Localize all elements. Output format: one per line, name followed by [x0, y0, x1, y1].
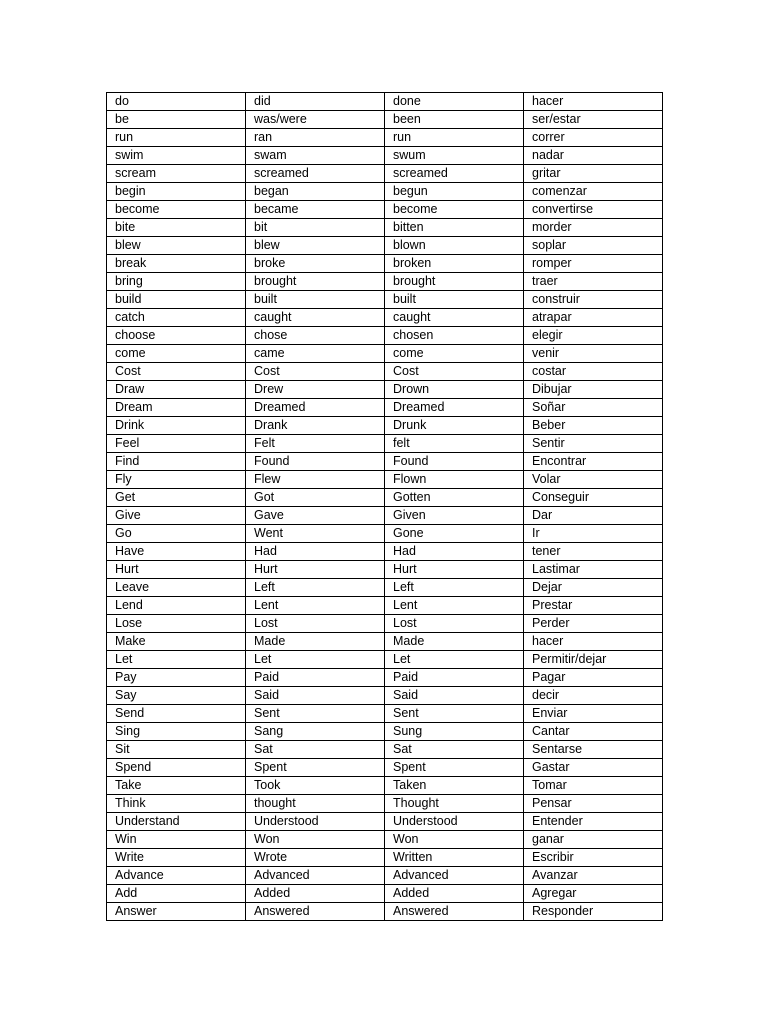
past-participle-cell: built: [385, 291, 524, 309]
spanish-translation-cell: Sentarse: [524, 741, 663, 759]
table-row: [107, 471, 663, 489]
past-simple-cell: Answered: [246, 903, 385, 921]
spanish-translation-cell: gritar: [524, 165, 663, 183]
table-row: [107, 687, 663, 705]
table-row: [107, 777, 663, 795]
spanish-translation-cell: nadar: [524, 147, 663, 165]
past-simple-cell: Won: [246, 831, 385, 849]
spanish-translation-cell: costar: [524, 363, 663, 381]
base-form-cell: Lend: [107, 597, 246, 615]
spanish-translation-cell: tener: [524, 543, 663, 561]
past-simple-cell: Hurt: [246, 561, 385, 579]
table-row: [107, 867, 663, 885]
past-participle-cell: become: [385, 201, 524, 219]
base-form-cell: Fly: [107, 471, 246, 489]
past-simple-cell: Gave: [246, 507, 385, 525]
spanish-translation-cell: Gastar: [524, 759, 663, 777]
table-row: [107, 795, 663, 813]
table-row: [107, 417, 663, 435]
table-row: [107, 255, 663, 273]
base-form-cell: Feel: [107, 435, 246, 453]
past-participle-cell: Drunk: [385, 417, 524, 435]
past-simple-cell: Left: [246, 579, 385, 597]
past-participle-cell: Given: [385, 507, 524, 525]
past-participle-cell: Said: [385, 687, 524, 705]
past-simple-cell: Sang: [246, 723, 385, 741]
base-form-cell: become: [107, 201, 246, 219]
past-simple-cell: ran: [246, 129, 385, 147]
base-form-cell: catch: [107, 309, 246, 327]
spanish-translation-cell: Avanzar: [524, 867, 663, 885]
base-form-cell: Send: [107, 705, 246, 723]
table-row: [107, 129, 663, 147]
past-participle-cell: caught: [385, 309, 524, 327]
spanish-translation-cell: Dar: [524, 507, 663, 525]
base-form-cell: run: [107, 129, 246, 147]
table-row: [107, 705, 663, 723]
past-simple-cell: Understood: [246, 813, 385, 831]
past-participle-cell: bitten: [385, 219, 524, 237]
table-row: [107, 201, 663, 219]
past-simple-cell: Flew: [246, 471, 385, 489]
base-form-cell: Make: [107, 633, 246, 651]
past-simple-cell: screamed: [246, 165, 385, 183]
table-row: [107, 723, 663, 741]
base-form-cell: break: [107, 255, 246, 273]
spanish-translation-cell: hacer: [524, 633, 663, 651]
table-row: [107, 327, 663, 345]
past-participle-cell: Had: [385, 543, 524, 561]
past-participle-cell: Left: [385, 579, 524, 597]
base-form-cell: Get: [107, 489, 246, 507]
spanish-translation-cell: morder: [524, 219, 663, 237]
past-simple-cell: bit: [246, 219, 385, 237]
spanish-translation-cell: Soñar: [524, 399, 663, 417]
base-form-cell: bite: [107, 219, 246, 237]
base-form-cell: Drink: [107, 417, 246, 435]
spanish-translation-cell: Pagar: [524, 669, 663, 687]
base-form-cell: Lose: [107, 615, 246, 633]
spanish-translation-cell: venir: [524, 345, 663, 363]
verb-table-body: [107, 93, 663, 921]
past-participle-cell: felt: [385, 435, 524, 453]
base-form-cell: Pay: [107, 669, 246, 687]
base-form-cell: Let: [107, 651, 246, 669]
base-form-cell: Draw: [107, 381, 246, 399]
past-simple-cell: Got: [246, 489, 385, 507]
past-participle-cell: Found: [385, 453, 524, 471]
spanish-translation-cell: Enviar: [524, 705, 663, 723]
spanish-translation-cell: hacer: [524, 93, 663, 111]
past-simple-cell: Sat: [246, 741, 385, 759]
table-row: [107, 309, 663, 327]
past-simple-cell: Went: [246, 525, 385, 543]
base-form-cell: Win: [107, 831, 246, 849]
past-simple-cell: Lost: [246, 615, 385, 633]
past-participle-cell: Lost: [385, 615, 524, 633]
past-participle-cell: blown: [385, 237, 524, 255]
past-participle-cell: come: [385, 345, 524, 363]
past-participle-cell: Lent: [385, 597, 524, 615]
past-simple-cell: broke: [246, 255, 385, 273]
base-form-cell: Take: [107, 777, 246, 795]
past-simple-cell: swam: [246, 147, 385, 165]
past-participle-cell: Hurt: [385, 561, 524, 579]
table-row: [107, 345, 663, 363]
table-row: [107, 651, 663, 669]
past-participle-cell: Taken: [385, 777, 524, 795]
base-form-cell: Have: [107, 543, 246, 561]
base-form-cell: Go: [107, 525, 246, 543]
past-simple-cell: chose: [246, 327, 385, 345]
table-row: [107, 741, 663, 759]
spanish-translation-cell: Encontrar: [524, 453, 663, 471]
past-participle-cell: done: [385, 93, 524, 111]
spanish-translation-cell: soplar: [524, 237, 663, 255]
past-participle-cell: Sent: [385, 705, 524, 723]
base-form-cell: choose: [107, 327, 246, 345]
spanish-translation-cell: Dibujar: [524, 381, 663, 399]
table-row: [107, 849, 663, 867]
base-form-cell: swim: [107, 147, 246, 165]
base-form-cell: Sit: [107, 741, 246, 759]
table-row: [107, 903, 663, 921]
spanish-translation-cell: romper: [524, 255, 663, 273]
table-row: [107, 489, 663, 507]
spanish-translation-cell: Responder: [524, 903, 663, 921]
spanish-translation-cell: Cantar: [524, 723, 663, 741]
table-row: [107, 507, 663, 525]
past-participle-cell: screamed: [385, 165, 524, 183]
base-form-cell: Write: [107, 849, 246, 867]
table-row: [107, 633, 663, 651]
table-row: [107, 885, 663, 903]
spanish-translation-cell: Lastimar: [524, 561, 663, 579]
past-participle-cell: Added: [385, 885, 524, 903]
base-form-cell: Answer: [107, 903, 246, 921]
past-simple-cell: Added: [246, 885, 385, 903]
base-form-cell: Dream: [107, 399, 246, 417]
table-row: [107, 561, 663, 579]
table-row: [107, 813, 663, 831]
past-participle-cell: Understood: [385, 813, 524, 831]
spanish-translation-cell: decir: [524, 687, 663, 705]
table-row: [107, 453, 663, 471]
base-form-cell: bring: [107, 273, 246, 291]
spanish-translation-cell: Volar: [524, 471, 663, 489]
past-simple-cell: Drew: [246, 381, 385, 399]
past-participle-cell: Answered: [385, 903, 524, 921]
table-row: [107, 219, 663, 237]
base-form-cell: Understand: [107, 813, 246, 831]
table-row: [107, 165, 663, 183]
past-simple-cell: Let: [246, 651, 385, 669]
past-simple-cell: Made: [246, 633, 385, 651]
past-participle-cell: Written: [385, 849, 524, 867]
past-simple-cell: brought: [246, 273, 385, 291]
past-simple-cell: Cost: [246, 363, 385, 381]
table-row: [107, 273, 663, 291]
table-row: [107, 399, 663, 417]
spanish-translation-cell: Beber: [524, 417, 663, 435]
base-form-cell: Cost: [107, 363, 246, 381]
table-row: [107, 381, 663, 399]
past-simple-cell: came: [246, 345, 385, 363]
past-simple-cell: Took: [246, 777, 385, 795]
past-simple-cell: Had: [246, 543, 385, 561]
spanish-translation-cell: Pensar: [524, 795, 663, 813]
base-form-cell: build: [107, 291, 246, 309]
past-simple-cell: blew: [246, 237, 385, 255]
spanish-translation-cell: Prestar: [524, 597, 663, 615]
table-row: [107, 543, 663, 561]
past-simple-cell: began: [246, 183, 385, 201]
spanish-translation-cell: Entender: [524, 813, 663, 831]
base-form-cell: be: [107, 111, 246, 129]
spanish-translation-cell: ganar: [524, 831, 663, 849]
past-participle-cell: been: [385, 111, 524, 129]
base-form-cell: do: [107, 93, 246, 111]
past-participle-cell: Dreamed: [385, 399, 524, 417]
base-form-cell: Think: [107, 795, 246, 813]
past-simple-cell: Paid: [246, 669, 385, 687]
spanish-translation-cell: Agregar: [524, 885, 663, 903]
base-form-cell: Say: [107, 687, 246, 705]
table-row: [107, 183, 663, 201]
table-row: [107, 147, 663, 165]
table-row: [107, 615, 663, 633]
base-form-cell: Spend: [107, 759, 246, 777]
base-form-cell: Advance: [107, 867, 246, 885]
spanish-translation-cell: atrapar: [524, 309, 663, 327]
spanish-translation-cell: Dejar: [524, 579, 663, 597]
past-simple-cell: did: [246, 93, 385, 111]
past-participle-cell: Advanced: [385, 867, 524, 885]
base-form-cell: come: [107, 345, 246, 363]
base-form-cell: scream: [107, 165, 246, 183]
past-simple-cell: Advanced: [246, 867, 385, 885]
spanish-translation-cell: traer: [524, 273, 663, 291]
past-simple-cell: Lent: [246, 597, 385, 615]
past-participle-cell: Thought: [385, 795, 524, 813]
base-form-cell: Hurt: [107, 561, 246, 579]
table-row: [107, 759, 663, 777]
past-simple-cell: Sent: [246, 705, 385, 723]
past-simple-cell: Said: [246, 687, 385, 705]
past-participle-cell: Gotten: [385, 489, 524, 507]
spanish-translation-cell: Tomar: [524, 777, 663, 795]
past-participle-cell: brought: [385, 273, 524, 291]
past-simple-cell: Wrote: [246, 849, 385, 867]
past-simple-cell: built: [246, 291, 385, 309]
past-participle-cell: Let: [385, 651, 524, 669]
past-participle-cell: chosen: [385, 327, 524, 345]
table-row: [107, 669, 663, 687]
spanish-translation-cell: Permitir/dejar: [524, 651, 663, 669]
base-form-cell: Leave: [107, 579, 246, 597]
past-participle-cell: Gone: [385, 525, 524, 543]
past-participle-cell: run: [385, 129, 524, 147]
past-participle-cell: Made: [385, 633, 524, 651]
spanish-translation-cell: construir: [524, 291, 663, 309]
spanish-translation-cell: Sentir: [524, 435, 663, 453]
spanish-translation-cell: correr: [524, 129, 663, 147]
past-participle-cell: broken: [385, 255, 524, 273]
base-form-cell: Give: [107, 507, 246, 525]
spanish-translation-cell: convertirse: [524, 201, 663, 219]
past-participle-cell: Drown: [385, 381, 524, 399]
table-row: [107, 237, 663, 255]
past-simple-cell: Felt: [246, 435, 385, 453]
table-row: [107, 291, 663, 309]
base-form-cell: Sing: [107, 723, 246, 741]
past-simple-cell: caught: [246, 309, 385, 327]
spanish-translation-cell: Ir: [524, 525, 663, 543]
past-participle-cell: Cost: [385, 363, 524, 381]
past-simple-cell: was/were: [246, 111, 385, 129]
past-participle-cell: Won: [385, 831, 524, 849]
spanish-translation-cell: elegir: [524, 327, 663, 345]
spanish-translation-cell: comenzar: [524, 183, 663, 201]
table-row: [107, 579, 663, 597]
irregular-verbs-table: [106, 92, 663, 921]
past-participle-cell: Sung: [385, 723, 524, 741]
past-participle-cell: Spent: [385, 759, 524, 777]
spanish-translation-cell: Conseguir: [524, 489, 663, 507]
past-participle-cell: Sat: [385, 741, 524, 759]
base-form-cell: Find: [107, 453, 246, 471]
past-simple-cell: Spent: [246, 759, 385, 777]
table-row: [107, 597, 663, 615]
past-participle-cell: Flown: [385, 471, 524, 489]
table-row: [107, 93, 663, 111]
spanish-translation-cell: Perder: [524, 615, 663, 633]
past-simple-cell: became: [246, 201, 385, 219]
base-form-cell: blew: [107, 237, 246, 255]
table-row: [107, 831, 663, 849]
past-participle-cell: swum: [385, 147, 524, 165]
table-row: [107, 435, 663, 453]
table-row: [107, 525, 663, 543]
past-simple-cell: Found: [246, 453, 385, 471]
table-row: [107, 111, 663, 129]
spanish-translation-cell: Escribir: [524, 849, 663, 867]
past-simple-cell: thought: [246, 795, 385, 813]
past-simple-cell: Dreamed: [246, 399, 385, 417]
past-participle-cell: begun: [385, 183, 524, 201]
base-form-cell: begin: [107, 183, 246, 201]
past-participle-cell: Paid: [385, 669, 524, 687]
table-row: [107, 363, 663, 381]
past-simple-cell: Drank: [246, 417, 385, 435]
base-form-cell: Add: [107, 885, 246, 903]
spanish-translation-cell: ser/estar: [524, 111, 663, 129]
